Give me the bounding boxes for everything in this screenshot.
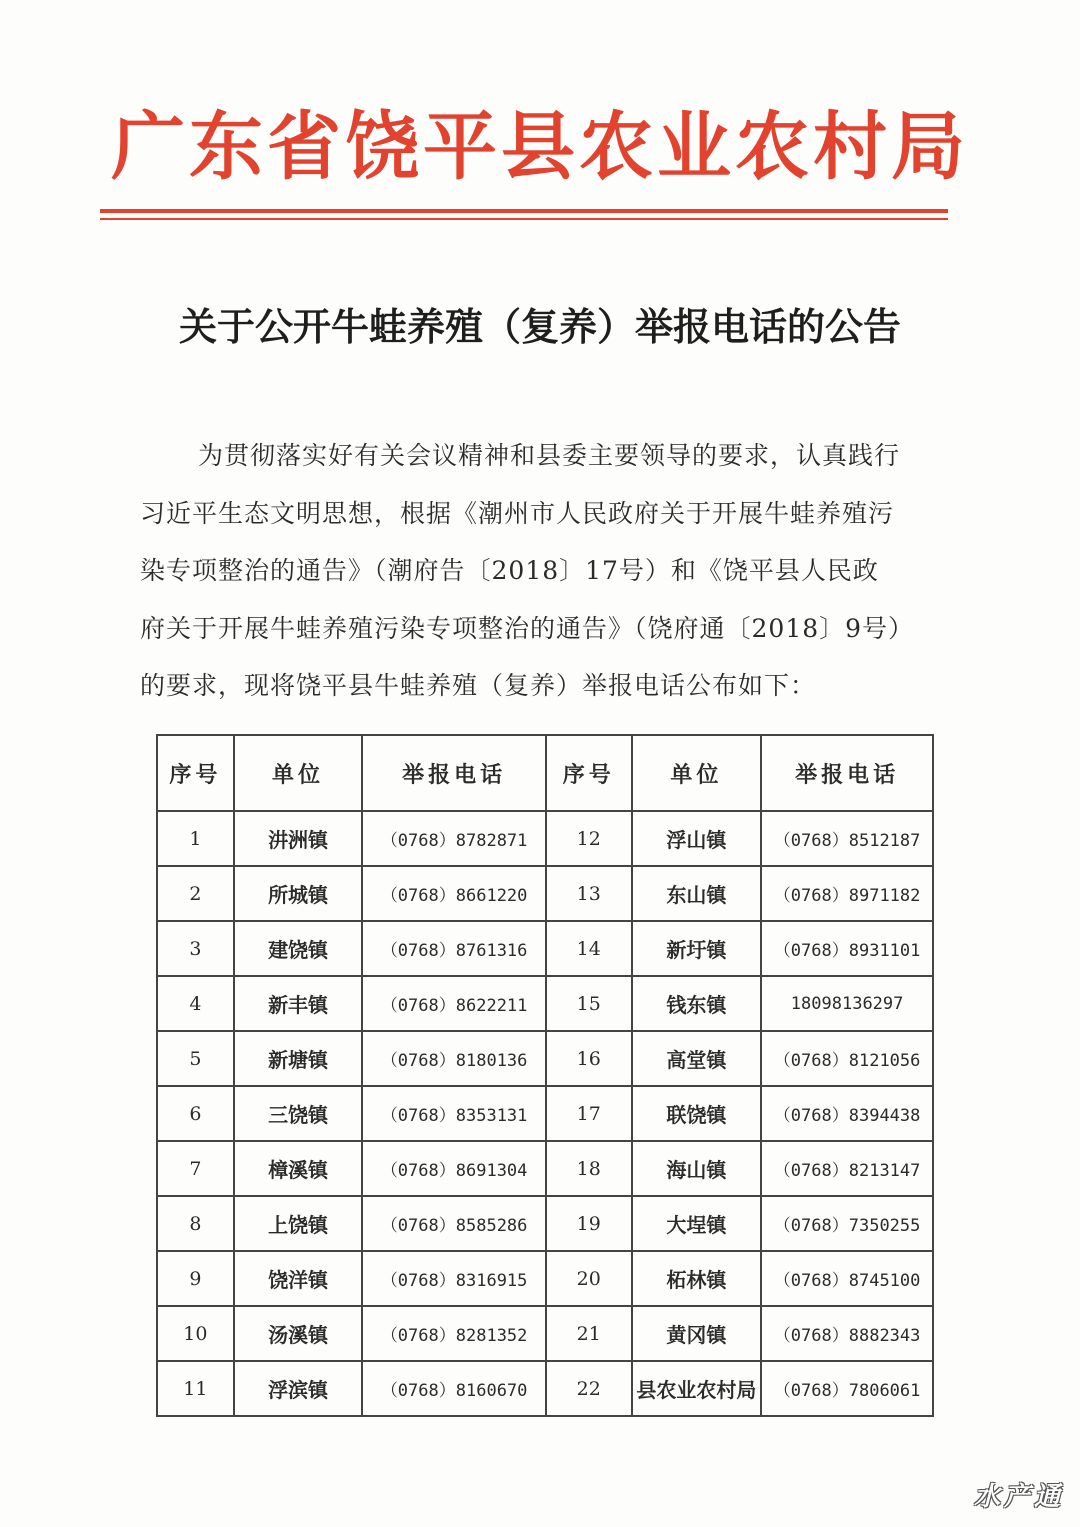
letterhead-rule-thin	[100, 218, 948, 220]
table-row	[157, 1141, 933, 1196]
row-phone: （0768）8121056	[761, 1031, 933, 1086]
row-unit: 浮滨镇	[234, 1361, 363, 1416]
row-unit: 柘林镇	[632, 1251, 762, 1306]
row-unit: 大埕镇	[632, 1196, 762, 1251]
body-line: 府关于开展牛蛙养殖污染专项整治的通告》（饶府通〔2018〕9号）	[140, 613, 915, 643]
row-phone: （0768）8661220	[362, 866, 546, 921]
row-unit: 汤溪镇	[234, 1306, 363, 1361]
row-index: 5	[157, 1031, 234, 1086]
row-index: 10	[157, 1306, 234, 1361]
row-phone: （0768）8691304	[362, 1141, 546, 1196]
row-unit: 三饶镇	[234, 1086, 363, 1141]
row-index: 2	[157, 866, 234, 921]
row-unit: 樟溪镇	[234, 1141, 363, 1196]
row-phone: （0768）8622211	[362, 976, 546, 1031]
row-unit: 高堂镇	[632, 1031, 762, 1086]
row-phone: （0768）8160670	[362, 1361, 546, 1416]
row-unit: 联饶镇	[632, 1086, 762, 1141]
row-index: 16	[546, 1031, 632, 1086]
header-phone: 举报电话	[362, 735, 546, 811]
row-phone: （0768）8971182	[761, 866, 933, 921]
body-line: 习近平生态文明思想，根据《潮州市人民政府关于开展牛蛙养殖污	[140, 498, 895, 528]
header-index: 序号	[157, 735, 234, 811]
table-row	[157, 1196, 933, 1251]
header-unit: 单位	[632, 735, 762, 811]
row-index: 4	[157, 976, 234, 1031]
row-index: 9	[157, 1251, 234, 1306]
header-unit: 单位	[234, 735, 363, 811]
row-phone: 18098136297	[761, 976, 933, 1031]
row-index: 3	[157, 921, 234, 976]
row-index: 6	[157, 1086, 234, 1141]
row-index: 1	[157, 811, 234, 866]
body-line: 的要求，现将饶平县牛蛙养殖（复养）举报电话公布如下：	[140, 671, 817, 701]
row-phone: （0768）8281352	[362, 1306, 546, 1361]
row-phone: （0768）8745100	[761, 1251, 933, 1306]
row-phone: （0768）7350255	[761, 1196, 933, 1251]
header-index: 序号	[546, 735, 632, 811]
row-index: 20	[546, 1251, 632, 1306]
row-phone: （0768）8316915	[362, 1251, 546, 1306]
row-index: 14	[546, 921, 632, 976]
row-unit: 上饶镇	[234, 1196, 363, 1251]
table-row	[157, 1031, 933, 1086]
row-unit: 新圩镇	[632, 921, 762, 976]
table-row	[157, 811, 933, 866]
header-phone: 举报电话	[761, 735, 933, 811]
row-phone: （0768）8882343	[761, 1306, 933, 1361]
row-index: 19	[546, 1196, 632, 1251]
row-phone: （0768）8180136	[362, 1031, 546, 1086]
table-row	[157, 976, 933, 1031]
row-unit: 饶洋镇	[234, 1251, 363, 1306]
document-title: 关于公开牛蛙养殖（复养）举报电话的公告	[178, 305, 901, 349]
row-index: 18	[546, 1141, 632, 1196]
table-row	[157, 921, 933, 976]
row-index: 13	[546, 866, 632, 921]
row-unit: 汫洲镇	[234, 811, 363, 866]
row-unit: 建饶镇	[234, 921, 363, 976]
row-unit: 县农业农村局	[632, 1361, 762, 1416]
hotline-table	[156, 734, 934, 1417]
row-index: 8	[157, 1196, 234, 1251]
row-index: 21	[546, 1306, 632, 1361]
row-unit: 东山镇	[632, 866, 762, 921]
row-phone: （0768）8782871	[362, 811, 546, 866]
row-index: 12	[546, 811, 632, 866]
row-phone: （0768）8213147	[761, 1141, 933, 1196]
body-line: 染专项整治的通告》（潮府告〔2018〕17号）和《饶平县人民政	[140, 556, 879, 586]
letterhead-rule-thick	[100, 209, 948, 213]
row-phone: （0768）8353131	[362, 1086, 546, 1141]
row-index: 22	[546, 1361, 632, 1416]
row-phone: （0768）8931101	[761, 921, 933, 976]
row-index: 17	[546, 1086, 632, 1141]
body-line: 为贯彻落实好有关会议精神和县委主要领导的要求，认真践行	[198, 441, 901, 470]
row-phone: （0768）8394438	[761, 1086, 933, 1141]
row-phone: （0768）8761316	[362, 921, 546, 976]
row-index: 15	[546, 976, 632, 1031]
table-row	[157, 1251, 933, 1306]
watermark-logo: 水产通	[973, 1482, 1064, 1512]
row-index: 7	[157, 1141, 234, 1196]
table-row	[157, 1086, 933, 1141]
row-phone: （0768）7806061	[761, 1361, 933, 1416]
row-unit: 海山镇	[632, 1141, 762, 1196]
row-unit: 黄冈镇	[632, 1306, 762, 1361]
table-row	[157, 1306, 933, 1361]
table-row	[157, 866, 933, 921]
table-header-row	[157, 735, 933, 811]
table-row	[157, 1361, 933, 1416]
row-unit: 新丰镇	[234, 976, 363, 1031]
row-unit: 钱东镇	[632, 976, 762, 1031]
row-unit: 新塘镇	[234, 1031, 363, 1086]
letterhead-agency-name: 广东省饶平县农业农村局	[111, 104, 969, 190]
row-phone: （0768）8585286	[362, 1196, 546, 1251]
row-unit: 所城镇	[234, 866, 363, 921]
row-index: 11	[157, 1361, 234, 1416]
row-unit: 浮山镇	[632, 811, 762, 866]
row-phone: （0768）8512187	[761, 811, 933, 866]
document-body	[140, 427, 945, 715]
